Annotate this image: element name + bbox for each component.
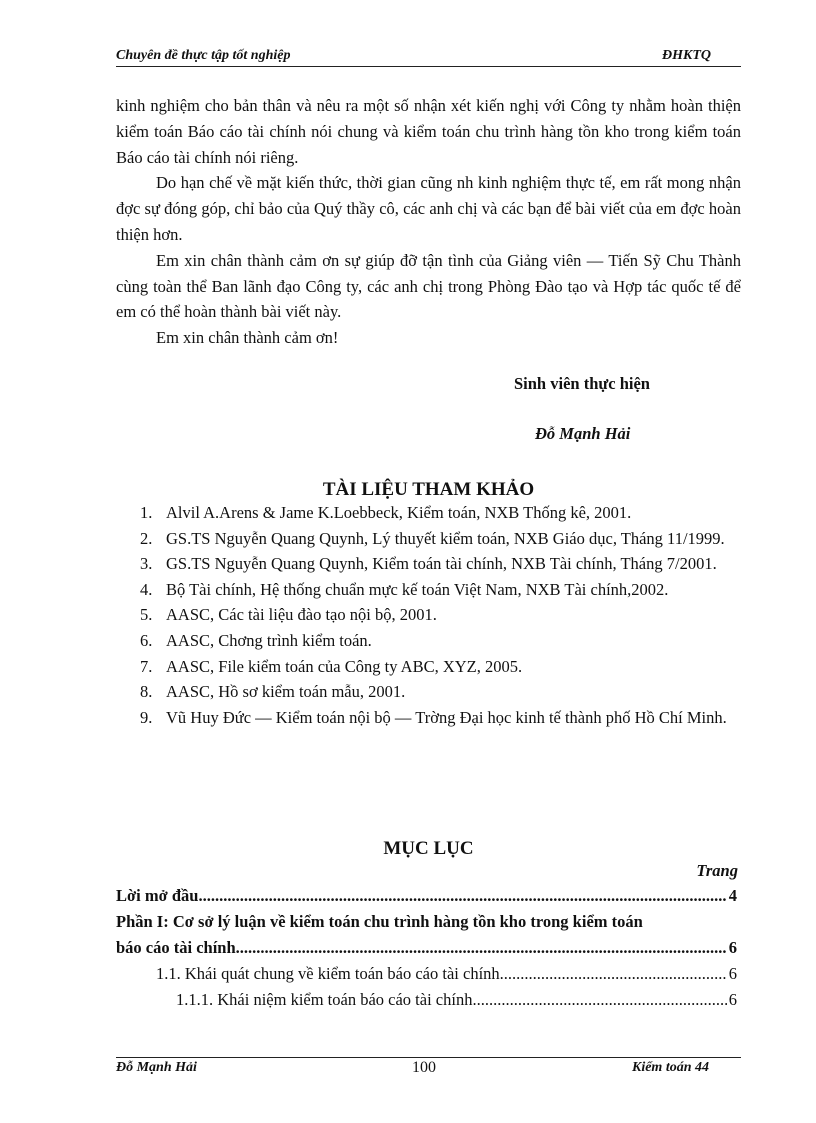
toc-entry: Lời mở đầu ..... 4 (116, 883, 737, 909)
list-item: 4. Bộ Tài chính, Hệ thống chuẩn mực kế toán Việt Nam, NXB Tài chính,2002. (140, 579, 669, 599)
list-item: 8. AASC, Hồ sơ kiểm toán mẫu, 2001. (140, 682, 406, 702)
body-text (116, 93, 741, 351)
references-list (140, 500, 738, 730)
footer-author: Đỗ Mạnh Hải (116, 1060, 197, 1075)
paragraph: Do hạn chế về mặt kiến thức, thời gian cũng nh kinh nghiệm thực tế, em rất mong nhận đợc sự đóng góp, chỉ bảo của Quý thầy cô, các anh chị và các bạn để bài viết của em đợc hoàn thiện hơn. (116, 173, 741, 244)
toc-entry: 1.1. Khái quát chung về kiểm toán báo cáo tài chính ..... 6 (156, 961, 737, 987)
list-item: 2. GS.TS Nguyễn Quang Quynh, Lý thuyết kiểm toán, NXB Giáo dục, Tháng 11/1999. (140, 528, 725, 548)
header-right: ĐHKTQ (662, 48, 711, 63)
paragraph: Em xin chân thành cảm ơn sự giúp đỡ tận tình của Giảng viên — Tiến Sỹ Chu Thành cùng toàn thể Ban lãnh đạo Công ty, các anh chị trong Phòng Đào tạo và Hợp tác quốc tế để em có thể hoàn thành bài viết này. (116, 250, 741, 322)
list-item: 6. AASC, Chơng trình kiểm toán. (140, 630, 372, 650)
list-item: 5. AASC, Các tài liệu đào tạo nội bộ, 2001. (140, 605, 437, 625)
page-number: 100 (412, 1059, 436, 1076)
list-item: 1. Alvil A.Arens & Jame K.Loebbeck, Kiểm toán, NXB Thống kê, 2001. (140, 503, 632, 522)
signature-role: Sinh viên thực hiện (514, 374, 650, 393)
footer-right: Kiểm toán 44 (631, 1060, 709, 1075)
page-footer (116, 1057, 741, 1076)
toc-title: MỤC LỤC (383, 838, 474, 859)
paragraph: kinh nghiệm cho bản thân và nêu ra một số nhận xét kiến nghị với Công ty nhằm hoàn thiện kiểm toán Báo cáo tài chính nói chung và kiểm toán chu trình hàng tồn kho trong kiểm toán Báo cáo tài chính nói riêng. (116, 96, 741, 167)
page-header (116, 48, 741, 67)
list-item: 7. AASC, File kiểm toán của Công ty ABC, XYZ, 2005. (140, 656, 523, 676)
list-item: 3. GS.TS Nguyễn Quang Quynh, Kiểm toán tài chính, NXB Tài chính, Tháng 7/2001. (140, 554, 717, 574)
toc-entry: Phần I: Cơ sở lý luận về kiểm toán chu trình hàng tồn kho trong kiểm toán báo cáo tài chính ..... 6 (116, 909, 737, 960)
header-left: Chuyên đề thực tập tốt nghiệp (116, 48, 291, 63)
paragraph: Em xin chân thành cảm ơn! (156, 328, 339, 348)
toc-page-label: Trang (696, 861, 738, 880)
references-title: TÀI LIỆU THAM KHẢO (322, 479, 535, 500)
signature-name: Đỗ Mạnh Hải (535, 424, 631, 443)
list-item: 9. Vũ Huy Đức — Kiểm toán nội bộ — Trờng Đại học kinh tế thành phố Hồ Chí Minh. (140, 707, 727, 727)
toc-entry: 1.1.1. Khái niệm kiểm toán báo cáo tài chính ..... 6 (176, 987, 737, 1013)
